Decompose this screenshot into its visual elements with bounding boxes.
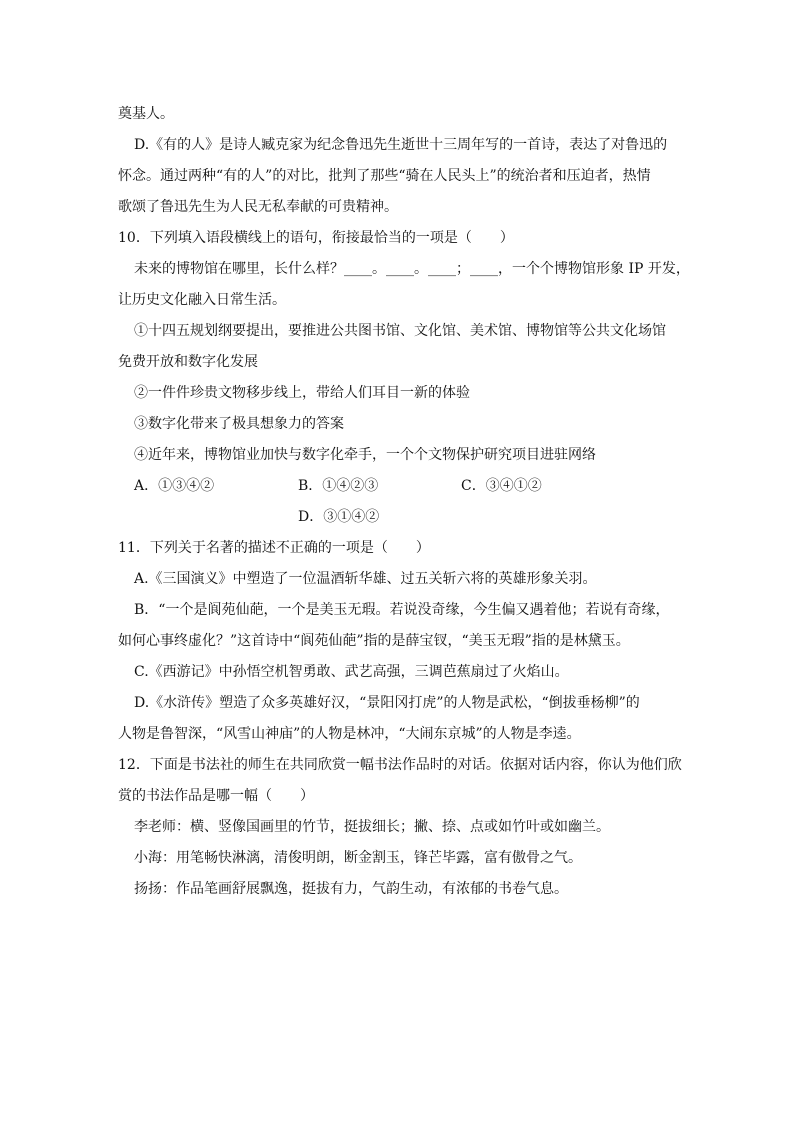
q11-option-c: C.《西游记》中孙悟空机智勇敢、武艺高强，三调芭蕉扇过了火焰山。 [134, 664, 569, 680]
q11-option-b-line1: B．“一个是阆苑仙葩，一个是美玉无瑕。若说没奇缘，今生偏又遇着他；若说有奇缘， [134, 602, 670, 618]
q12-dialogue-xiaohai: 小海：用笔畅快淋漓，清俊明朗，断金割玉，锋芒毕露，富有傲骨之气。 [134, 850, 582, 866]
q11-option-b-line2: 如何心事终虚化？”这首诗中“阆苑仙葩”指的是薛宝钗，“美玉无瑕”指的是林黛玉。 [118, 633, 630, 649]
q9-option-d-line1: D.《有的人》是诗人臧克家为纪念鲁迅先生逝世十三周年写的一首诗，表达了对鲁迅的 [134, 137, 668, 153]
q9-option-d-line2: 怀念。通过两种“有的人”的对比，批判了那些“骑在人民头上”的统治者和压迫者，热情 [118, 168, 651, 184]
q12-stem-line2: 赏的书法作品是哪一幅（ ） [118, 788, 314, 804]
q12-dialogue-li: 李老师：横、竖像国画里的竹节，挺拔细长；撇、捺、点或如竹叶或如幽兰。 [134, 819, 610, 835]
q11-stem: 11．下列关于名著的描述不正确的一项是（ ） [118, 540, 430, 556]
q9-tail-text: 奠基人。 [118, 106, 174, 122]
q10-sentence-3: ③数字化带来了极具想象力的答案 [134, 416, 344, 432]
q11-option-a: A.《三国演义》中塑造了一位温酒斩华雄、过五关斩六将的英雄形象关羽。 [134, 571, 597, 587]
q11-option-d-line1: D.《水浒传》塑造了众多英雄好汉，“景阳冈打虎”的人物是武松，“倒拔垂杨柳”的 [134, 695, 640, 711]
q10-sentence-1-line1: ①十四五规划纲要提出，要推进公共图书馆、文化馆、美术馆、博物馆等公共文化场馆 [134, 323, 666, 339]
q11-option-d-line2: 人物是鲁智深，“风雪山神庙”的人物是林冲，“大闹东京城”的人物是李逵。 [118, 726, 581, 742]
q9-option-d-line3: 歌颂了鲁迅先生为人民无私奉献的可贵精神。 [118, 199, 398, 215]
q10-passage-line1: 未来的博物馆在哪里，长什么样？____。____。____；____，一个个博物馆形象 IP 开发， [134, 261, 690, 277]
q12-dialogue-yangyang: 扬扬：作品笔画舒展飘逸，挺拔有力，气韵生动，有浓郁的书卷气息。 [134, 881, 568, 897]
q10-passage-line2: 让历史文化融入日常生活。 [118, 292, 286, 308]
q10-sentence-4: ④近年来，博物馆业加快与数字化牵手，一个个文物保护研究项目进驻网络 [134, 447, 596, 463]
q10-option-d: D．③①④② [298, 509, 380, 525]
q10-option-a: A．①③④② [134, 478, 215, 494]
q10-option-c: C．③④①② [461, 478, 542, 494]
q10-option-b: B．①④②③ [298, 478, 379, 494]
q10-stem: 10．下列填入语段横线上的语句，衔接最恰当的一项是（ ） [118, 230, 514, 246]
q12-stem-line1: 12．下面是书法社的师生在共同欣赏一幅书法作品时的对话。依据对话内容，你认为他们欣 [118, 757, 682, 773]
q10-sentence-2: ②一件件珍贵文物移步线上，带给人们耳目一新的体验 [134, 385, 470, 401]
q10-sentence-1-line2: 免费开放和数字化发展 [118, 354, 258, 370]
